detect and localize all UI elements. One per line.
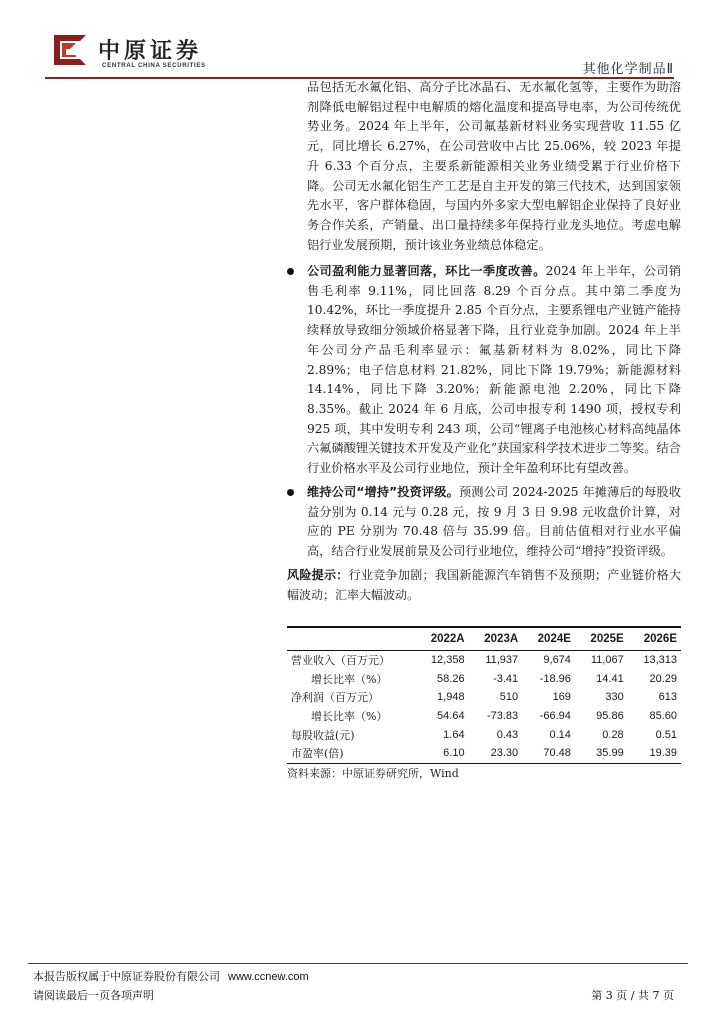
risk-warning [287,566,681,605]
table-cell: 95.86 [596,710,624,723]
table-cell: 330 [605,691,624,704]
table-row [287,707,681,726]
table-cell: 14.41 [596,672,624,685]
paragraph-body: 2024 年上半年，公司销售毛利率 9.11%，同比回落 8.29 个百分点。其中第二季度为 10.42%，环比一季度提升 2.85 个百分点，主要系锂电产业链产能持续释放导致细分领域价格显著下降，且行业竞争加剧。2024 年上半年公司分产品毛利率显示：氟基新材料为 8.02%，同比下降 2.89%；电子信息材料 21.82%，同比下降 19.79%；新能源材料 14.14%，同比下降 3.20%；新能源电池 2.20%，同比下降 8.35%。截止 2024 年 6 月底，公司申报专利 1490 项，授权专利 925 项，其中发明专利 243 项，公司“锂离子电池核心材料高纯晶体六氟磷酸锂关键技术开发及产业化”获国家科学技术进步二等奖。结合行业价格水平及公司行业地位，预计全年盈利环比有望改善。 [307,264,682,476]
table-header-year: 2026E [628,627,681,651]
table-cell: -66.94 [539,710,571,723]
table-header-year: 2022A [415,627,469,651]
financial-forecast-table [287,626,681,764]
paragraph-profitability [307,262,681,479]
bullet-icon [287,489,294,496]
row-label: 增长比率（%） [311,672,388,686]
copyright-text: 本报告版权属于中原证券股份有限公司 [33,970,220,983]
paragraph-lead: 公司盈利能力显著回落，环比一季度改善。 [307,264,546,278]
table-cell: 0.43 [496,728,519,741]
table-cell: 54.64 [437,710,465,723]
table-cell: 23.30 [469,744,523,763]
footer-copyright [33,968,309,984]
table-row [287,670,681,689]
table-cell: 70.48 [522,744,575,763]
document-category: 其他化学制品Ⅱ [582,62,674,77]
row-label: 增长比率（%） [311,710,388,724]
paragraph-rating [307,483,681,562]
table-cell: 0.14 [549,728,571,741]
table-cell: 11,067 [590,654,624,667]
table-source: 资料来源：中原证券研究所，Wind [287,767,459,780]
table-cell: 58.26 [437,672,465,685]
table-header-blank [287,627,415,651]
logo-text-cn: 中原证券 [98,39,203,64]
table-cell: 169 [552,691,571,704]
table-cell: 12,358 [430,654,465,667]
table-row [287,744,681,763]
table-header-year: 2024E [522,627,575,651]
table-header-year: 2025E [575,627,628,651]
table-cell: -3.41 [493,672,519,685]
table-cell: 20.29 [649,672,677,685]
table-cell: 85.60 [649,710,677,723]
table-cell: -18.96 [539,672,571,685]
table-header-year: 2023A [469,627,523,651]
row-label: 每股收益(元) [291,728,355,742]
table-cell: 13,313 [643,654,677,667]
header-rule-accent [45,77,89,79]
table-cell: 1.64 [443,728,465,741]
row-label: 营业收入（百万元） [291,654,390,668]
table-cell: 510 [499,691,519,704]
table-cell: 0.51 [655,728,677,741]
table-row [287,725,681,744]
table-row [287,651,681,670]
paragraph-body: 预测公司 2024-2025 年摊薄后的每股收益分别为 0.14 元与 0.28 元，按 9 月 3 日 9.98 元收盘价计算，对应的 PE 分别为 70.48 倍与 35.99 倍。目前估值相对行业水平偏高，结合行业发展前景及公司行业地位，维持公司“增持”投资评级。 [307,485,681,559]
footer-disclaimer-note: 请阅读最后一页各项声明 [33,989,154,1002]
row-label: 市盈率(倍) [287,744,415,763]
company-logo-icon [50,33,90,67]
footer-url-link[interactable]: www.ccnew.com [228,971,309,983]
bullet-icon [287,268,294,275]
table-cell: 19.39 [628,744,681,763]
footer-rule [28,963,688,964]
page-number: 第 3 页 / 共 7 页 [591,989,674,1002]
table-row [287,688,681,707]
table-cell: -73.83 [486,710,519,723]
table-cell: 613 [658,691,677,704]
risk-text: 行业竞争加剧；我国新能源汽车销售不及预期；产业链价格大幅波动；汇率大幅波动。 [287,568,681,602]
table-cell: 35.99 [575,744,628,763]
logo-text-en: CENTRAL CHINA SECURITIES [102,62,206,69]
paragraph-fluoro-materials: 品包括无水氟化铝、高分子比冰晶石、无水氟化氢等，主要作为助溶剂降低电解铝过程中电解质的熔化温度和提高导电率，为公司传统优势业务。2024 年上半年，公司氟基新材料业务实现营收 11.55 亿元，同比增长 6.27%，在公司营收中占比 25.06%，较 2023 年提升 6.33 个百分点，主要系新能源相关业务业绩受累于行业价格下降。公司无水氟化铝生产工艺是自主开发的第三代技术，达到国家领先水平，客户群体稳固，与国内外多家大型电解铝企业保持了良好业务合作关系，产销量、出口量持续多年保持行业龙头地位。考虑电解铝行业发展预期，预计该业务业绩总体稳定。 [307,80,681,252]
table-header-row [287,627,681,651]
table-cell: 0.28 [602,728,624,741]
risk-label: 风险提示： [287,568,349,582]
table-cell: 9,674 [543,654,571,667]
row-label: 净利润（百万元） [291,691,379,705]
table-cell: 1,948 [437,691,465,704]
table-cell: 6.10 [415,744,469,763]
table-cell: 11,937 [485,654,519,667]
paragraph-lead: 维持公司“增持”投资评级。 [307,485,459,499]
